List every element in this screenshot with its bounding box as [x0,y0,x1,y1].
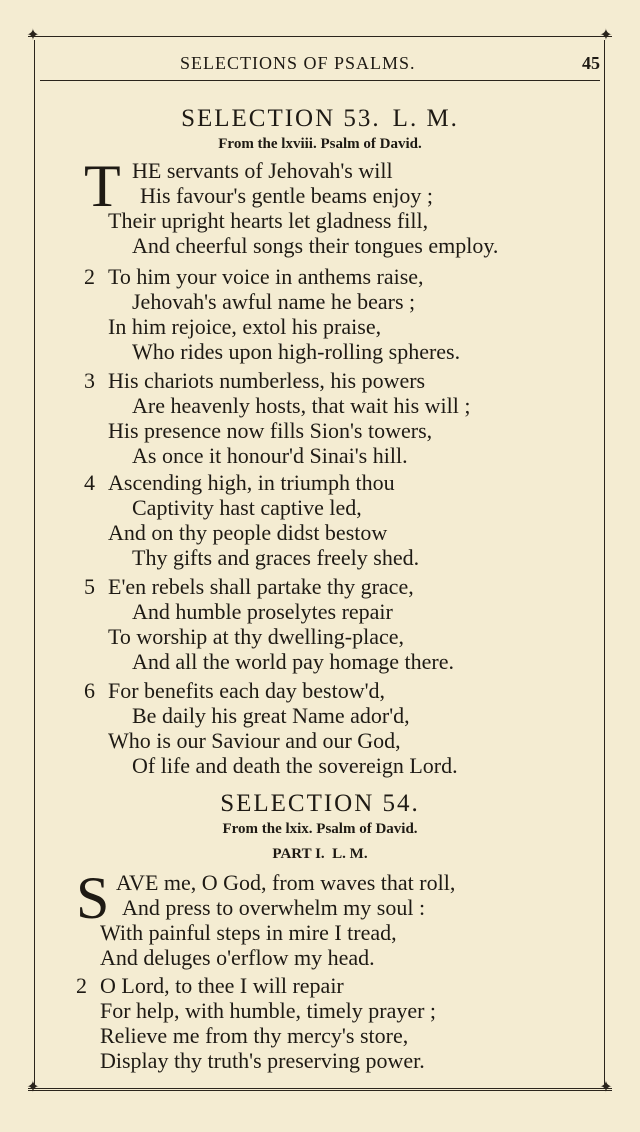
verse-line: Who is our Saviour and our God, [108,728,401,753]
verse-line: And humble proselytes repair [132,599,393,624]
verse-line: As once it honour'd Sinai's hill. [132,443,408,468]
selection-54-heading: SELECTION 54. [220,790,420,817]
verse-line: Of life and death the sovereign Lord. [132,753,458,778]
verse-line: And on thy people didst bestow [108,520,388,545]
drop-cap-t: T [84,153,121,219]
verse-number: 2 [84,264,95,289]
ornament-bottom-left-icon: ✦ [26,1077,40,1096]
verse-line: Jehovah's awful name he bears ; [132,289,416,314]
selection-54-source: From the lxix. Psalm of David. [222,821,418,837]
selection-53-label: SELECTION 53. [181,105,381,132]
verse-line: With painful steps in mire I tread, [100,920,397,945]
header-rule [40,80,600,81]
ornament-bottom-right-icon: ✦ [599,1077,613,1096]
running-head [40,53,600,75]
verse-number: 3 [84,368,95,393]
verse-line: O Lord, to thee I will repair [100,973,344,998]
verse-line: His chariots numberless, his powers [108,368,426,393]
part-meter: L. M. [332,846,368,862]
verse-line: And press to overwhelm my soul : [122,895,426,920]
top-rule [28,36,612,37]
verse-number: 5 [84,574,95,599]
verse-line: Captivity hast captive led, [132,495,362,520]
right-rule [604,40,605,1088]
verse-line: Ascending high, in triumph thou [108,470,395,495]
verse-line: Display thy truth's preserving power. [100,1048,425,1073]
verse-line: Relieve me from thy mercy's store, [100,1023,409,1048]
verse-line: HE servants of Jehovah's will [132,158,393,183]
page-number: 45 [582,53,600,73]
part-label: PART I. [272,846,325,862]
running-head-title: SELECTIONS OF PSALMS. [180,53,416,73]
selection-53-meter: L. M. [392,105,459,132]
verse-line: In him rejoice, extol his praise, [108,314,382,339]
selection-54-part [0,846,640,863]
verse-line: For benefits each day bestow'd, [108,678,386,703]
verse-line: And deluges o'erflow my head. [100,945,375,970]
left-rule [34,40,35,1088]
verse-number: 2 [76,973,87,998]
verse-line: Be daily his great Name ador'd, [132,703,410,728]
verse-line: Are heavenly hosts, that wait his will ; [132,393,471,418]
verse-line: Their upright hearts let gladness fill, [108,208,429,233]
ornament-top-left-icon: ✦ [26,25,40,44]
verse-line: E'en rebels shall partake thy grace, [108,574,414,599]
verse-line: AVE me, O God, from waves that roll, [116,870,456,895]
verse-line: For help, with humble, timely prayer ; [100,998,437,1023]
verse-line: Who rides upon high-rolling spheres. [132,339,461,364]
selection-53-heading [0,105,640,133]
verse-line: His presence now fills Sion's towers, [108,418,433,443]
verse-line: And cheerful songs their tongues employ. [132,233,499,258]
verse-number: 6 [84,678,95,703]
verse-line: And all the world pay homage there. [132,649,454,674]
verse-line: To him your voice in anthems raise, [108,264,424,289]
verse-line: Thy gifts and graces freely shed. [132,545,420,570]
ornament-top-right-icon: ✦ [599,25,613,44]
verse-line: His favour's gentle beams enjoy ; [140,183,433,208]
verse-line: To worship at thy dwelling-place, [108,624,405,649]
bottom-rule [28,1088,612,1091]
drop-cap-s: S [76,865,110,931]
verse-number: 4 [84,470,95,495]
selection-53-source: From the lxviii. Psalm of David. [218,136,422,152]
